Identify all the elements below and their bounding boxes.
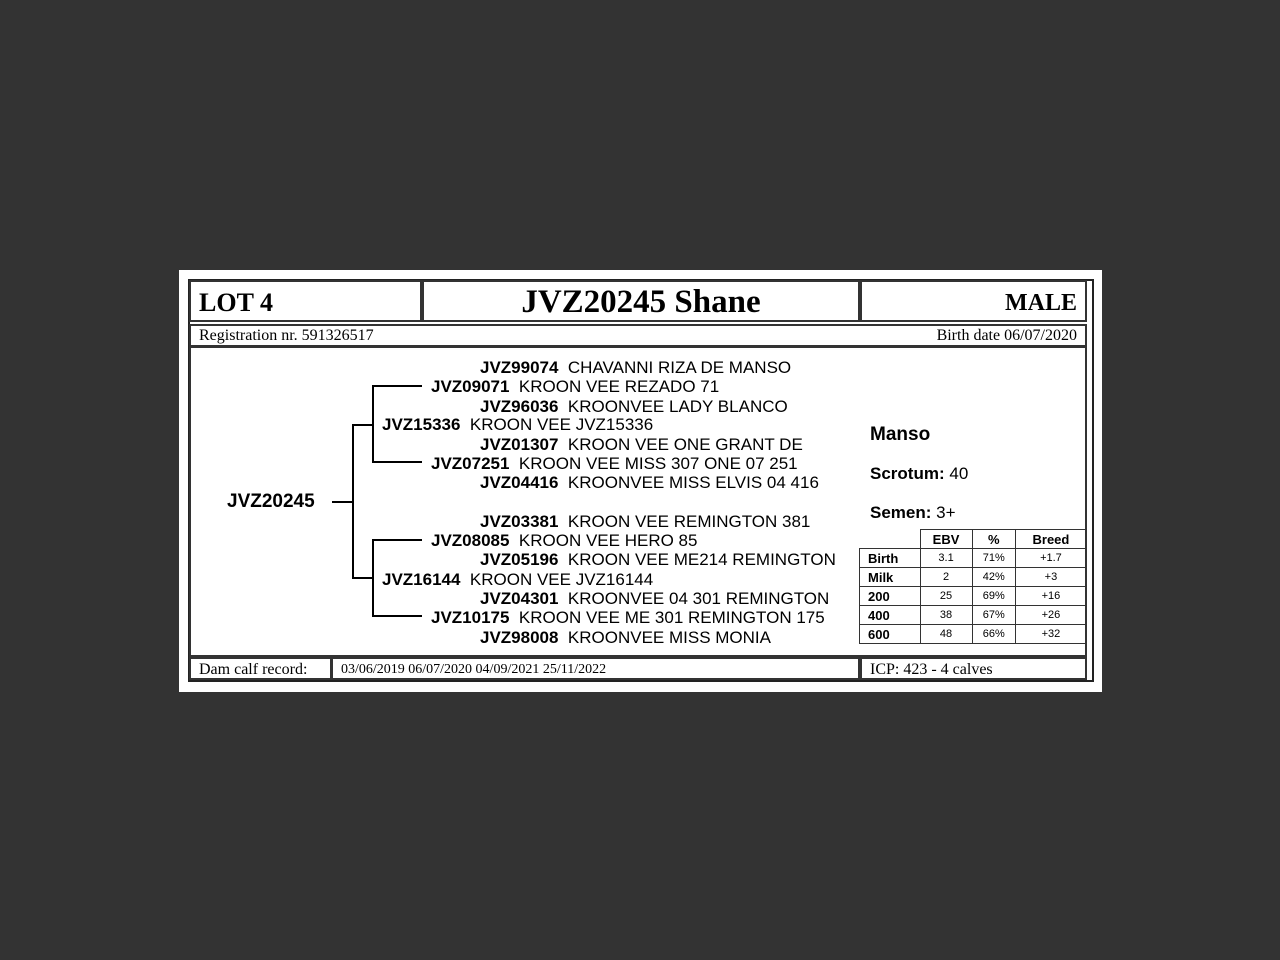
ebv-percent: 69% <box>972 587 1015 606</box>
ebv-row <box>860 625 1087 644</box>
dam-calf-label-cell <box>189 657 332 680</box>
sire-sire: JVZ09071 KROON VEE REZADO 71 <box>431 377 720 396</box>
ebv-row <box>860 568 1087 587</box>
animal-title: JVZ20245 Shane <box>521 284 761 320</box>
registration-number: Registration nr. 591326517 <box>199 327 374 344</box>
lot-number: LOT 4 <box>199 288 273 317</box>
pct-header: % <box>972 530 1015 549</box>
dam-sire: JVZ08085 KROON VEE HERO 85 <box>431 531 698 550</box>
ebv-row <box>860 549 1087 568</box>
ebv-header-blank <box>860 530 921 549</box>
sire-sire-dam: JVZ96036 KROONVEE LADY BLANCO <box>480 397 788 416</box>
ebv-breed: +3 <box>1015 568 1086 587</box>
dam-dam-connector <box>372 615 422 617</box>
pedigree-panel <box>189 346 1087 657</box>
ebv-value: 25 <box>920 587 972 606</box>
sire-sire-connector <box>372 385 422 387</box>
ebv-value: 3.1 <box>920 549 972 568</box>
ebv-breed: +1.7 <box>1015 549 1086 568</box>
dam-calf-dates: 03/06/2019 06/07/2020 04/09/2021 25/11/2022 <box>341 662 607 677</box>
ebv-row <box>860 587 1087 606</box>
ebv-row-label: 400 <box>860 606 921 625</box>
dam-dam-dam: JVZ98008 KROONVEE MISS MONIA <box>480 628 771 646</box>
lot-cell <box>189 280 422 322</box>
ebv-breed: +32 <box>1015 625 1086 644</box>
ebv-row-label: 200 <box>860 587 921 606</box>
subject-connector <box>332 501 352 503</box>
ebv-value: 48 <box>920 625 972 644</box>
icp-value: ICP: 423 - 4 calves <box>870 661 993 678</box>
dam-connector <box>352 577 372 579</box>
ebv-percent: 66% <box>972 625 1015 644</box>
ebv-percent: 67% <box>972 606 1015 625</box>
sire-dam: JVZ07251 KROON VEE MISS 307 ONE 07 251 <box>431 454 798 473</box>
dam-vertical <box>372 539 374 617</box>
subject-id: JVZ20245 <box>227 491 315 512</box>
ebv-row-label: Milk <box>860 568 921 587</box>
dam: JVZ16144 KROON VEE JVZ16144 <box>382 570 654 589</box>
ebv-header: EBV <box>920 530 972 549</box>
ebv-value: 38 <box>920 606 972 625</box>
dam-calf-dates-cell <box>331 657 860 680</box>
ebv-table <box>859 529 1087 644</box>
ebv-value: 2 <box>920 568 972 587</box>
dam-dam: JVZ10175 KROON VEE ME 301 REMINGTON 175 <box>431 608 825 627</box>
dam-sire-connector <box>372 539 422 541</box>
breeder-name: Manso <box>870 424 931 445</box>
lot-card <box>179 270 1102 692</box>
dam-sire-dam: JVZ05196 KROON VEE ME214 REMINGTON <box>480 550 836 569</box>
animal-sex: MALE <box>1005 290 1077 316</box>
ebv-header-row <box>860 530 1087 549</box>
dam-calf-label: Dam calf record: <box>199 661 308 678</box>
registration-row <box>189 324 1087 347</box>
ebv-percent: 42% <box>972 568 1015 587</box>
ebv-percent: 71% <box>972 549 1015 568</box>
ebv-row-label: 600 <box>860 625 921 644</box>
main-vertical <box>352 424 354 579</box>
sire-dam-connector <box>372 461 422 463</box>
ebv-breed: +16 <box>1015 587 1086 606</box>
title-cell <box>422 280 860 322</box>
sire: JVZ15336 KROON VEE JVZ15336 <box>382 415 654 434</box>
scrotum-info: Scrotum: 40 <box>870 464 969 483</box>
sire-dam-sire: JVZ01307 KROON VEE ONE GRANT DE <box>480 435 803 454</box>
birth-date: Birth date 06/07/2020 <box>936 327 1077 344</box>
ebv-row-label: Birth <box>860 549 921 568</box>
sire-sire-sire: JVZ99074 CHAVANNI RIZA DE MANSO <box>480 358 792 377</box>
breed-header: Breed <box>1015 530 1086 549</box>
dam-sire-sire: JVZ03381 KROON VEE REMINGTON 381 <box>480 512 811 531</box>
ebv-row <box>860 606 1087 625</box>
ebv-breed: +26 <box>1015 606 1086 625</box>
icp-cell <box>860 657 1087 680</box>
sex-cell <box>860 280 1087 322</box>
sire-dam-dam: JVZ04416 KROONVEE MISS ELVIS 04 416 <box>480 473 819 492</box>
sire-vertical <box>372 385 374 463</box>
sire-connector <box>352 424 372 426</box>
semen-info: Semen: 3+ <box>870 503 956 522</box>
dam-dam-sire: JVZ04301 KROONVEE 04 301 REMINGTON <box>480 589 830 608</box>
